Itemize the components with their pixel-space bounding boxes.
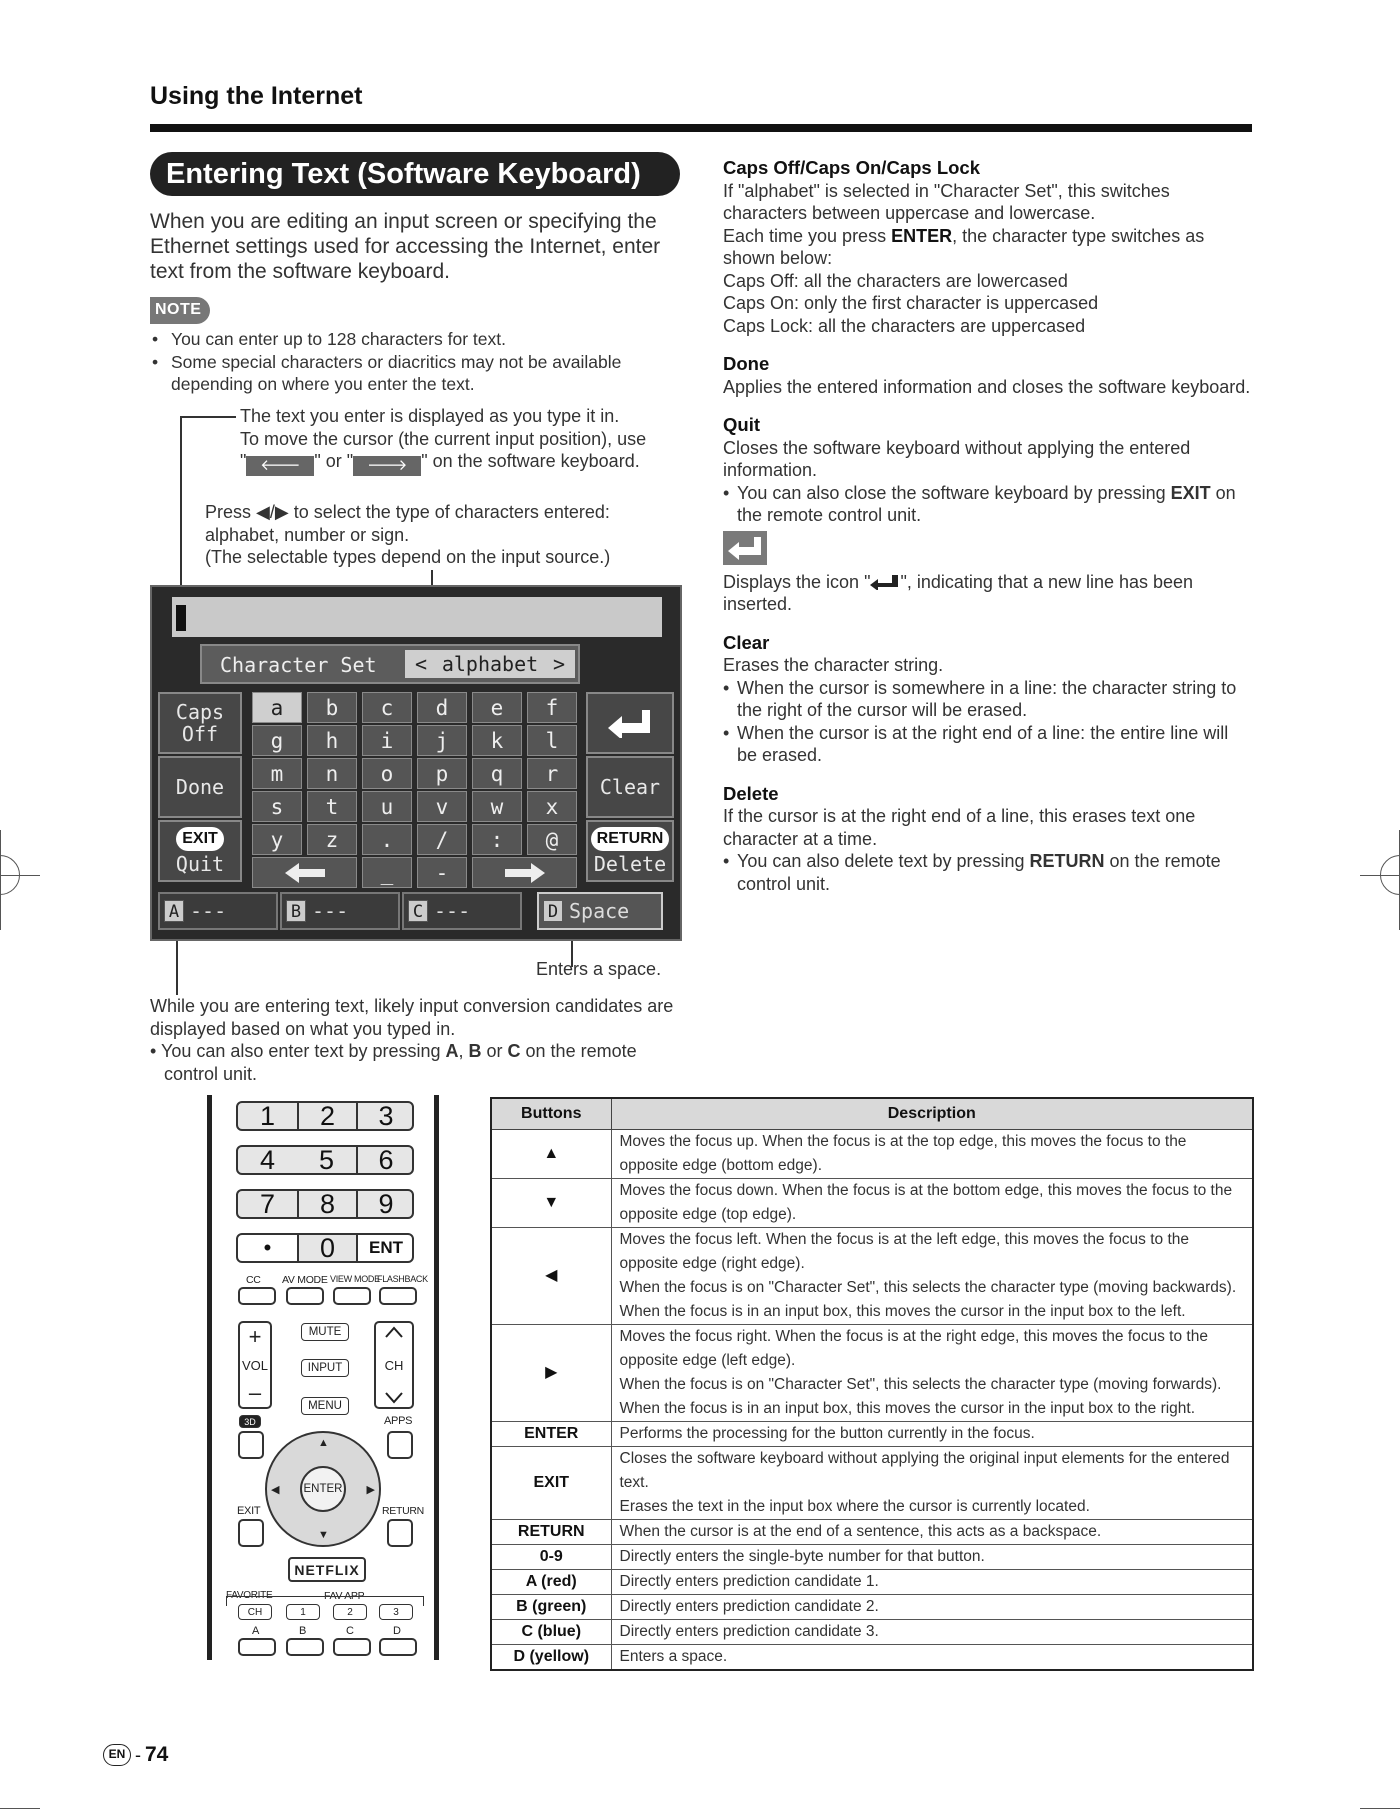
clear-section: [723, 632, 1253, 767]
intro-paragraph: When you are editing an input screen or specifying the Ethernet settings used for accessing the Internet, enter text from the software keyboard.: [150, 210, 661, 283]
table-row: [491, 1227, 1253, 1324]
remote-label-a: A: [252, 1625, 260, 1637]
crop-mark-bottom-right: [1360, 1808, 1400, 1809]
text-part: on the remote control unit.: [164, 1041, 637, 1084]
remote-fav-3-button[interactable]: 3: [379, 1604, 413, 1620]
remote-label-apps: APPS: [384, 1415, 413, 1427]
text-part: You can also delete text by pressing: [737, 851, 1030, 871]
description-line: Directly enters the single-byte number for that button.: [619, 1547, 985, 1565]
remote-label-cc: CC: [246, 1274, 261, 1286]
callout-character-type: [205, 501, 675, 569]
ch-up-icon: [384, 1325, 404, 1339]
text-part: ", indicating that a new line has been inserted.: [723, 571, 1194, 614]
key-at[interactable]: @: [527, 824, 577, 855]
table-button-cell: EXIT: [491, 1446, 611, 1519]
clear-title: Clear: [723, 631, 770, 653]
cursor-left-key[interactable]: [252, 857, 357, 888]
callout-text-part: " or ": [314, 451, 354, 471]
remote-flashback-button[interactable]: [379, 1287, 417, 1305]
callout-text: To move the cursor (the current input position), use: [240, 428, 647, 449]
remote-key-8[interactable]: 8: [297, 1191, 356, 1217]
text-part: Displays the icon ": [723, 571, 871, 592]
table-header-description: Description: [611, 1098, 1253, 1129]
candidate-text: ---: [190, 899, 227, 923]
remote-row-789: [236, 1189, 414, 1219]
table-description-cell: [611, 1446, 1253, 1519]
dpad-left-icon[interactable]: ◀: [271, 1484, 280, 1496]
table-description-cell: [611, 1519, 1253, 1544]
description-line: Moves the focus down. When the focus is at the bottom edge, this moves the focus to the opposite edge (top edge).: [619, 1181, 1233, 1223]
remote-key-5[interactable]: 5: [318, 1144, 335, 1175]
remote-key-1[interactable]: 1: [259, 1100, 276, 1131]
key-x[interactable]: x: [527, 791, 577, 822]
remote-key-dot[interactable]: •: [263, 1235, 272, 1260]
table-description-cell: [611, 1644, 1253, 1670]
key-b[interactable]: b: [307, 692, 357, 723]
language-badge: EN: [103, 1744, 131, 1766]
key-u[interactable]: u: [362, 791, 412, 822]
newline-section: [723, 531, 1253, 616]
table-row: [491, 1421, 1253, 1446]
text-bold: B: [468, 1041, 482, 1061]
key-c[interactable]: c: [362, 692, 412, 723]
delete-bullet: [723, 850, 1253, 895]
page-number-value: 74: [145, 1743, 169, 1766]
newline-para: [723, 571, 1253, 616]
done-title: Done: [723, 353, 770, 374]
quit-bullet: [723, 482, 1253, 527]
key-slash[interactable]: /: [417, 824, 467, 855]
caps-off-line: Caps Off: all the characters are lowercased: [723, 270, 1068, 291]
key-period[interactable]: .: [362, 824, 412, 855]
candidate-c[interactable]: [402, 892, 522, 930]
description-line: When the focus is on "Character Set", this selects the character type (moving forwards).: [619, 1375, 1222, 1393]
callout-text-part: ": [240, 451, 247, 471]
caps-para: If "alphabet" is selected in "Character Set", this switches characters between uppercase and lowercase.: [723, 180, 1170, 223]
section-header: Using the Internet: [150, 82, 363, 110]
remote-key-6[interactable]: 6: [356, 1147, 414, 1173]
remote-b-button[interactable]: [286, 1638, 324, 1656]
table-button-cell: ▶: [491, 1324, 611, 1421]
description-line: Directly enters prediction candidate 1.: [619, 1572, 879, 1590]
newline-button[interactable]: [586, 692, 674, 754]
remote-dpad[interactable]: [265, 1431, 381, 1547]
description-line: Directly enters prediction candidate 2.: [619, 1597, 879, 1615]
remote-key-7[interactable]: 7: [259, 1188, 276, 1219]
candidate-text: ---: [312, 899, 349, 923]
newline-inline-icon: [870, 574, 900, 590]
note-item: • You can enter up to 128 characters for text.: [150, 328, 690, 351]
clear-button[interactable]: Clear: [586, 756, 674, 818]
remote-label-3d: 3D: [239, 1415, 261, 1428]
table-description-cell: [611, 1569, 1253, 1594]
candidate-text: Space: [569, 899, 630, 923]
remote-label-flashback: FLASHBACK: [377, 1274, 428, 1284]
dpad-up-icon[interactable]: ▲: [318, 1437, 329, 1449]
remote-key-ent[interactable]: ENT: [356, 1235, 414, 1261]
remote-netflix-button[interactable]: NETFLIX: [288, 1557, 366, 1582]
key-o[interactable]: o: [362, 758, 412, 789]
remote-mute-button[interactable]: MUTE: [301, 1323, 349, 1341]
remote-label-view-mode: VIEW MODE: [330, 1274, 380, 1284]
candidates-line: While you are entering text, likely input conversion candidates are displayed based on what you typed in.: [150, 996, 674, 1039]
table-header-row: [491, 1098, 1253, 1129]
table-row: [491, 1644, 1253, 1670]
dpad-right-icon[interactable]: ▶: [366, 1484, 375, 1496]
remote-label-c: C: [346, 1625, 354, 1637]
exit-pill: EXIT: [176, 827, 224, 851]
table-description-cell: [611, 1619, 1253, 1644]
delete-label: Delete: [593, 852, 667, 876]
table-row: [491, 1569, 1253, 1594]
table-description-cell: [611, 1594, 1253, 1619]
remote-key-3[interactable]: 3: [356, 1103, 414, 1129]
remote-cc-button[interactable]: [238, 1287, 276, 1305]
remote-d-button[interactable]: [379, 1638, 417, 1656]
table-description-cell: [611, 1421, 1253, 1446]
charset-prev-icon[interactable]: <: [415, 652, 428, 676]
callout-text: The text you enter is displayed as you type it in.: [240, 406, 620, 426]
registration-mark-left-circle: [0, 855, 20, 895]
table-button-cell: ▼: [491, 1178, 611, 1227]
table-button-cell: C (blue): [491, 1619, 611, 1644]
text-input-box[interactable]: [172, 597, 662, 637]
table-button-cell: ◀: [491, 1227, 611, 1324]
candidate-letter: C: [408, 900, 428, 922]
remote-input-button[interactable]: INPUT: [301, 1359, 349, 1377]
remote-view-mode-button[interactable]: [333, 1287, 371, 1305]
key-t[interactable]: t: [307, 791, 357, 822]
note-badge: NOTE: [150, 297, 210, 324]
delete-title: Delete: [723, 782, 779, 804]
remote-av-mode-button[interactable]: [286, 1287, 324, 1305]
delete-para: If the cursor is at the right end of a line, this erases text one character at a time.: [723, 806, 1196, 849]
candidate-letter: A: [164, 900, 184, 922]
key-z[interactable]: z: [307, 824, 357, 855]
done-para: Applies the entered information and closes the software keyboard.: [723, 376, 1251, 397]
table-button-cell: 0-9: [491, 1544, 611, 1569]
key-e[interactable]: e: [472, 692, 522, 723]
callout-text: alphabet, number or sign.: [205, 524, 410, 545]
callout-text-part: " on the software keyboard.: [421, 451, 640, 471]
newline-key-icon: [723, 531, 767, 565]
note-list: [150, 328, 690, 396]
remote-key-9[interactable]: 9: [356, 1191, 414, 1217]
table-description-cell: [611, 1129, 1253, 1178]
clear-bullet: • When the cursor is somewhere in a line: the character string to the right of the cursor will be erased.: [723, 677, 1253, 722]
table-description-cell: [611, 1544, 1253, 1569]
key-n[interactable]: n: [307, 758, 357, 789]
caps-title: Caps Off/Caps On/Caps Lock: [723, 157, 980, 178]
buttons-table: [490, 1097, 1254, 1671]
remote-row-456: [236, 1145, 414, 1175]
page-separator: -: [135, 1744, 141, 1765]
remote-apps-button[interactable]: [387, 1431, 413, 1459]
description-line: When the cursor is at the end of a sentence, this acts as a backspace.: [619, 1522, 1102, 1540]
description-line: Directly enters prediction candidate 3.: [619, 1622, 879, 1640]
candidate-space[interactable]: [537, 892, 663, 930]
key-hyphen[interactable]: -: [417, 857, 467, 888]
key-colon[interactable]: :: [472, 824, 522, 855]
newline-icon: [608, 708, 652, 738]
key-p[interactable]: p: [417, 758, 467, 789]
description-line: Performs the processing for the button currently in the focus.: [619, 1424, 1035, 1442]
description-line: When the focus is in an input box, this moves the cursor in the input box to the left.: [619, 1302, 1186, 1320]
quit-title: Quit: [723, 414, 760, 435]
key-k[interactable]: k: [472, 725, 522, 756]
table-button-cell: A (red): [491, 1569, 611, 1594]
text-cursor: [176, 605, 186, 631]
ch-label: CH: [384, 1357, 404, 1373]
text-bold: ENTER: [891, 225, 953, 246]
caps-lock-line: Caps Lock: all the characters are uppercased: [723, 315, 1086, 336]
text-part: on the remote control unit.: [737, 482, 1236, 525]
registration-mark-right-circle: [1380, 855, 1400, 895]
key-v[interactable]: v: [417, 791, 467, 822]
leader-line: [180, 416, 236, 418]
text-part: , the character type switches as shown below:: [723, 225, 1205, 268]
quit-button[interactable]: [158, 820, 242, 882]
key-a[interactable]: a: [252, 692, 302, 723]
clear-bullet: • When the cursor is at the right end of a line: the entire line will be erased.: [723, 722, 1253, 767]
quit-para: Closes the software keyboard without applying the entered information.: [723, 437, 1191, 480]
done-section: [723, 353, 1253, 398]
key-d[interactable]: d: [417, 692, 467, 723]
callout-space: Enters a space.: [536, 959, 662, 979]
key-h[interactable]: h: [307, 725, 357, 756]
vol-up-icon: +: [248, 1324, 262, 1349]
caps-para: [723, 225, 1253, 270]
remote-label-av-mode: AV MODE: [282, 1274, 328, 1286]
software-keyboard: [150, 585, 682, 941]
remote-label-b: B: [299, 1625, 307, 1637]
key-s[interactable]: s: [252, 791, 302, 822]
description-line: When the focus is on "Character Set", this selects the character type (moving backwards).: [619, 1278, 1237, 1296]
remote-ch-rocker[interactable]: [374, 1321, 414, 1409]
text-part: • You can also enter text by pressing: [150, 1041, 446, 1061]
key-y[interactable]: y: [252, 824, 302, 855]
delete-section: [723, 783, 1253, 896]
table-row: [491, 1544, 1253, 1569]
vol-label: VOL: [241, 1357, 268, 1373]
table-header-buttons: Buttons: [491, 1098, 611, 1129]
table-row: [491, 1619, 1253, 1644]
table-button-cell: B (green): [491, 1594, 611, 1619]
return-pill: RETURN: [591, 827, 670, 851]
character-set-value[interactable]: [405, 650, 575, 678]
key-g[interactable]: g: [252, 725, 302, 756]
done-button[interactable]: Done: [158, 756, 242, 818]
newline-arrow-icon: [728, 536, 762, 560]
remote-row-0: [236, 1233, 414, 1263]
table-description-cell: [611, 1324, 1253, 1421]
table-row: [491, 1129, 1253, 1178]
remote-key-4[interactable]: 4: [259, 1144, 276, 1175]
candidates-explanation: [150, 995, 690, 1085]
description-line: Moves the focus left. When the focus is at the left edge, this moves the focus to the opposite edge (right edge).: [619, 1230, 1189, 1272]
charset-value: alphabet: [441, 652, 539, 676]
callout-text: (The selectable types depend on the input source.): [205, 547, 611, 567]
right-arrow-key-icon: 🡒: [353, 456, 421, 476]
description-line: Enters a space.: [619, 1647, 728, 1665]
vol-down-icon: –: [248, 1380, 262, 1405]
text-bold: C: [507, 1041, 521, 1061]
key-j[interactable]: j: [417, 725, 467, 756]
table-button-cell: ▲: [491, 1129, 611, 1178]
candidate-b[interactable]: [280, 892, 400, 930]
left-arrow-key-icon: 🡐: [246, 456, 314, 476]
key-f[interactable]: f: [527, 692, 577, 723]
key-underscore[interactable]: _: [362, 857, 412, 888]
caps-on-line: Caps On: only the first character is uppercased: [723, 293, 1099, 313]
remote-control-illustration: [207, 1095, 439, 1660]
text-part: Each time you press: [723, 225, 892, 246]
character-set-label: Character Set: [220, 653, 377, 677]
table-row: [491, 1324, 1253, 1421]
remote-enter-button[interactable]: ENTER: [300, 1466, 346, 1512]
ch-down-icon: [384, 1391, 404, 1405]
quit-section: [723, 414, 1253, 527]
cursor-right-key[interactable]: [472, 857, 577, 888]
text-bold: EXIT: [1170, 482, 1211, 503]
remote-3d-button[interactable]: [238, 1431, 264, 1459]
description-line: Closes the software keyboard without applying the original input elements for the entered text.: [619, 1449, 1230, 1491]
character-set-selector[interactable]: [200, 644, 580, 684]
callout-input-box: [240, 405, 690, 476]
dpad-down-icon[interactable]: ▼: [318, 1529, 329, 1541]
remote-label-return: RETURN: [382, 1505, 424, 1517]
note-item: • Some special characters or diacritics may not be available depending on where you enter the text.: [150, 351, 690, 396]
description-line: When the focus is in an input box, this moves the cursor in the input box to the right.: [619, 1399, 1196, 1417]
text-part: or: [481, 1041, 508, 1061]
right-column: [723, 157, 1253, 911]
remote-vol-rocker[interactable]: [238, 1321, 272, 1409]
candidate-letter: B: [286, 900, 306, 922]
text-part: You can also close the software keyboard by pressing: [737, 482, 1171, 503]
remote-exit-button[interactable]: [238, 1519, 264, 1547]
left-arrow-icon: [285, 863, 325, 883]
leader-line: [180, 416, 182, 601]
crop-mark-bottom-left: [0, 1808, 40, 1809]
charset-next-icon[interactable]: >: [552, 652, 565, 676]
remote-fav-ch-button[interactable]: CH: [238, 1604, 272, 1620]
callout-text: Press ◀/▶ to select the type of characters entered:: [205, 502, 610, 522]
candidates-bullet: [150, 1040, 690, 1085]
key-m[interactable]: m: [252, 758, 302, 789]
clear-para: Erases the character string.: [723, 655, 944, 675]
page-title: Entering Text (Software Keyboard): [150, 152, 680, 196]
remote-a-button[interactable]: [238, 1638, 276, 1656]
table-row: [491, 1594, 1253, 1619]
remote-menu-button[interactable]: MENU: [301, 1397, 349, 1415]
key-r[interactable]: r: [527, 758, 577, 789]
remote-label-fav-app: FAV APP: [324, 1590, 365, 1602]
key-l[interactable]: l: [527, 725, 577, 756]
table-button-cell: D (yellow): [491, 1644, 611, 1670]
description-line: Moves the focus right. When the focus is at the right edge, this moves the focus to the opposite edge (left edge).: [619, 1327, 1208, 1369]
header-rule: [150, 124, 1252, 132]
text-part: on the remote control unit.: [737, 851, 1221, 894]
remote-fav-2-button[interactable]: 2: [333, 1604, 367, 1620]
table-button-cell: ENTER: [491, 1421, 611, 1446]
page-number: [103, 1743, 168, 1767]
text-bold: A: [445, 1041, 459, 1061]
remote-key-0[interactable]: 0: [297, 1235, 356, 1261]
registration-mark-left-vertical: [0, 830, 1, 930]
table-row: [491, 1519, 1253, 1544]
text-bold: RETURN: [1029, 851, 1105, 871]
caps-button[interactable]: Caps Off: [158, 692, 242, 754]
table-description-cell: [611, 1178, 1253, 1227]
remote-label-exit: EXIT: [237, 1505, 261, 1517]
remote-key-2[interactable]: 2: [297, 1103, 356, 1129]
key-i[interactable]: i: [362, 725, 412, 756]
table-description-cell: [611, 1227, 1253, 1324]
table-row: [491, 1446, 1253, 1519]
table-row: [491, 1178, 1253, 1227]
key-q[interactable]: q: [472, 758, 522, 789]
delete-button[interactable]: [586, 820, 674, 882]
remote-return-button[interactable]: [387, 1519, 413, 1547]
text-part: ,: [458, 1041, 469, 1061]
remote-label-d: D: [393, 1625, 401, 1637]
description-line: Moves the focus up. When the focus is at the top edge, this moves the focus to the opposite edge (bottom edge).: [619, 1132, 1187, 1174]
description-line: Erases the text in the input box where the cursor is currently located.: [619, 1497, 1090, 1515]
table-button-cell: RETURN: [491, 1519, 611, 1544]
remote-row-123: [236, 1101, 414, 1131]
remote-fav-1-button[interactable]: 1: [286, 1604, 320, 1620]
quit-label: Quit: [175, 852, 225, 876]
remote-c-button[interactable]: [333, 1638, 371, 1656]
key-w[interactable]: w: [472, 791, 522, 822]
candidate-letter: D: [543, 900, 563, 922]
candidate-a[interactable]: [158, 892, 278, 930]
right-arrow-icon: [505, 863, 545, 883]
candidate-text: ---: [434, 899, 471, 923]
caps-section: [723, 157, 1253, 337]
callout-text: [240, 450, 690, 476]
remote-label-favorite: FAVORITE: [226, 1590, 273, 1601]
